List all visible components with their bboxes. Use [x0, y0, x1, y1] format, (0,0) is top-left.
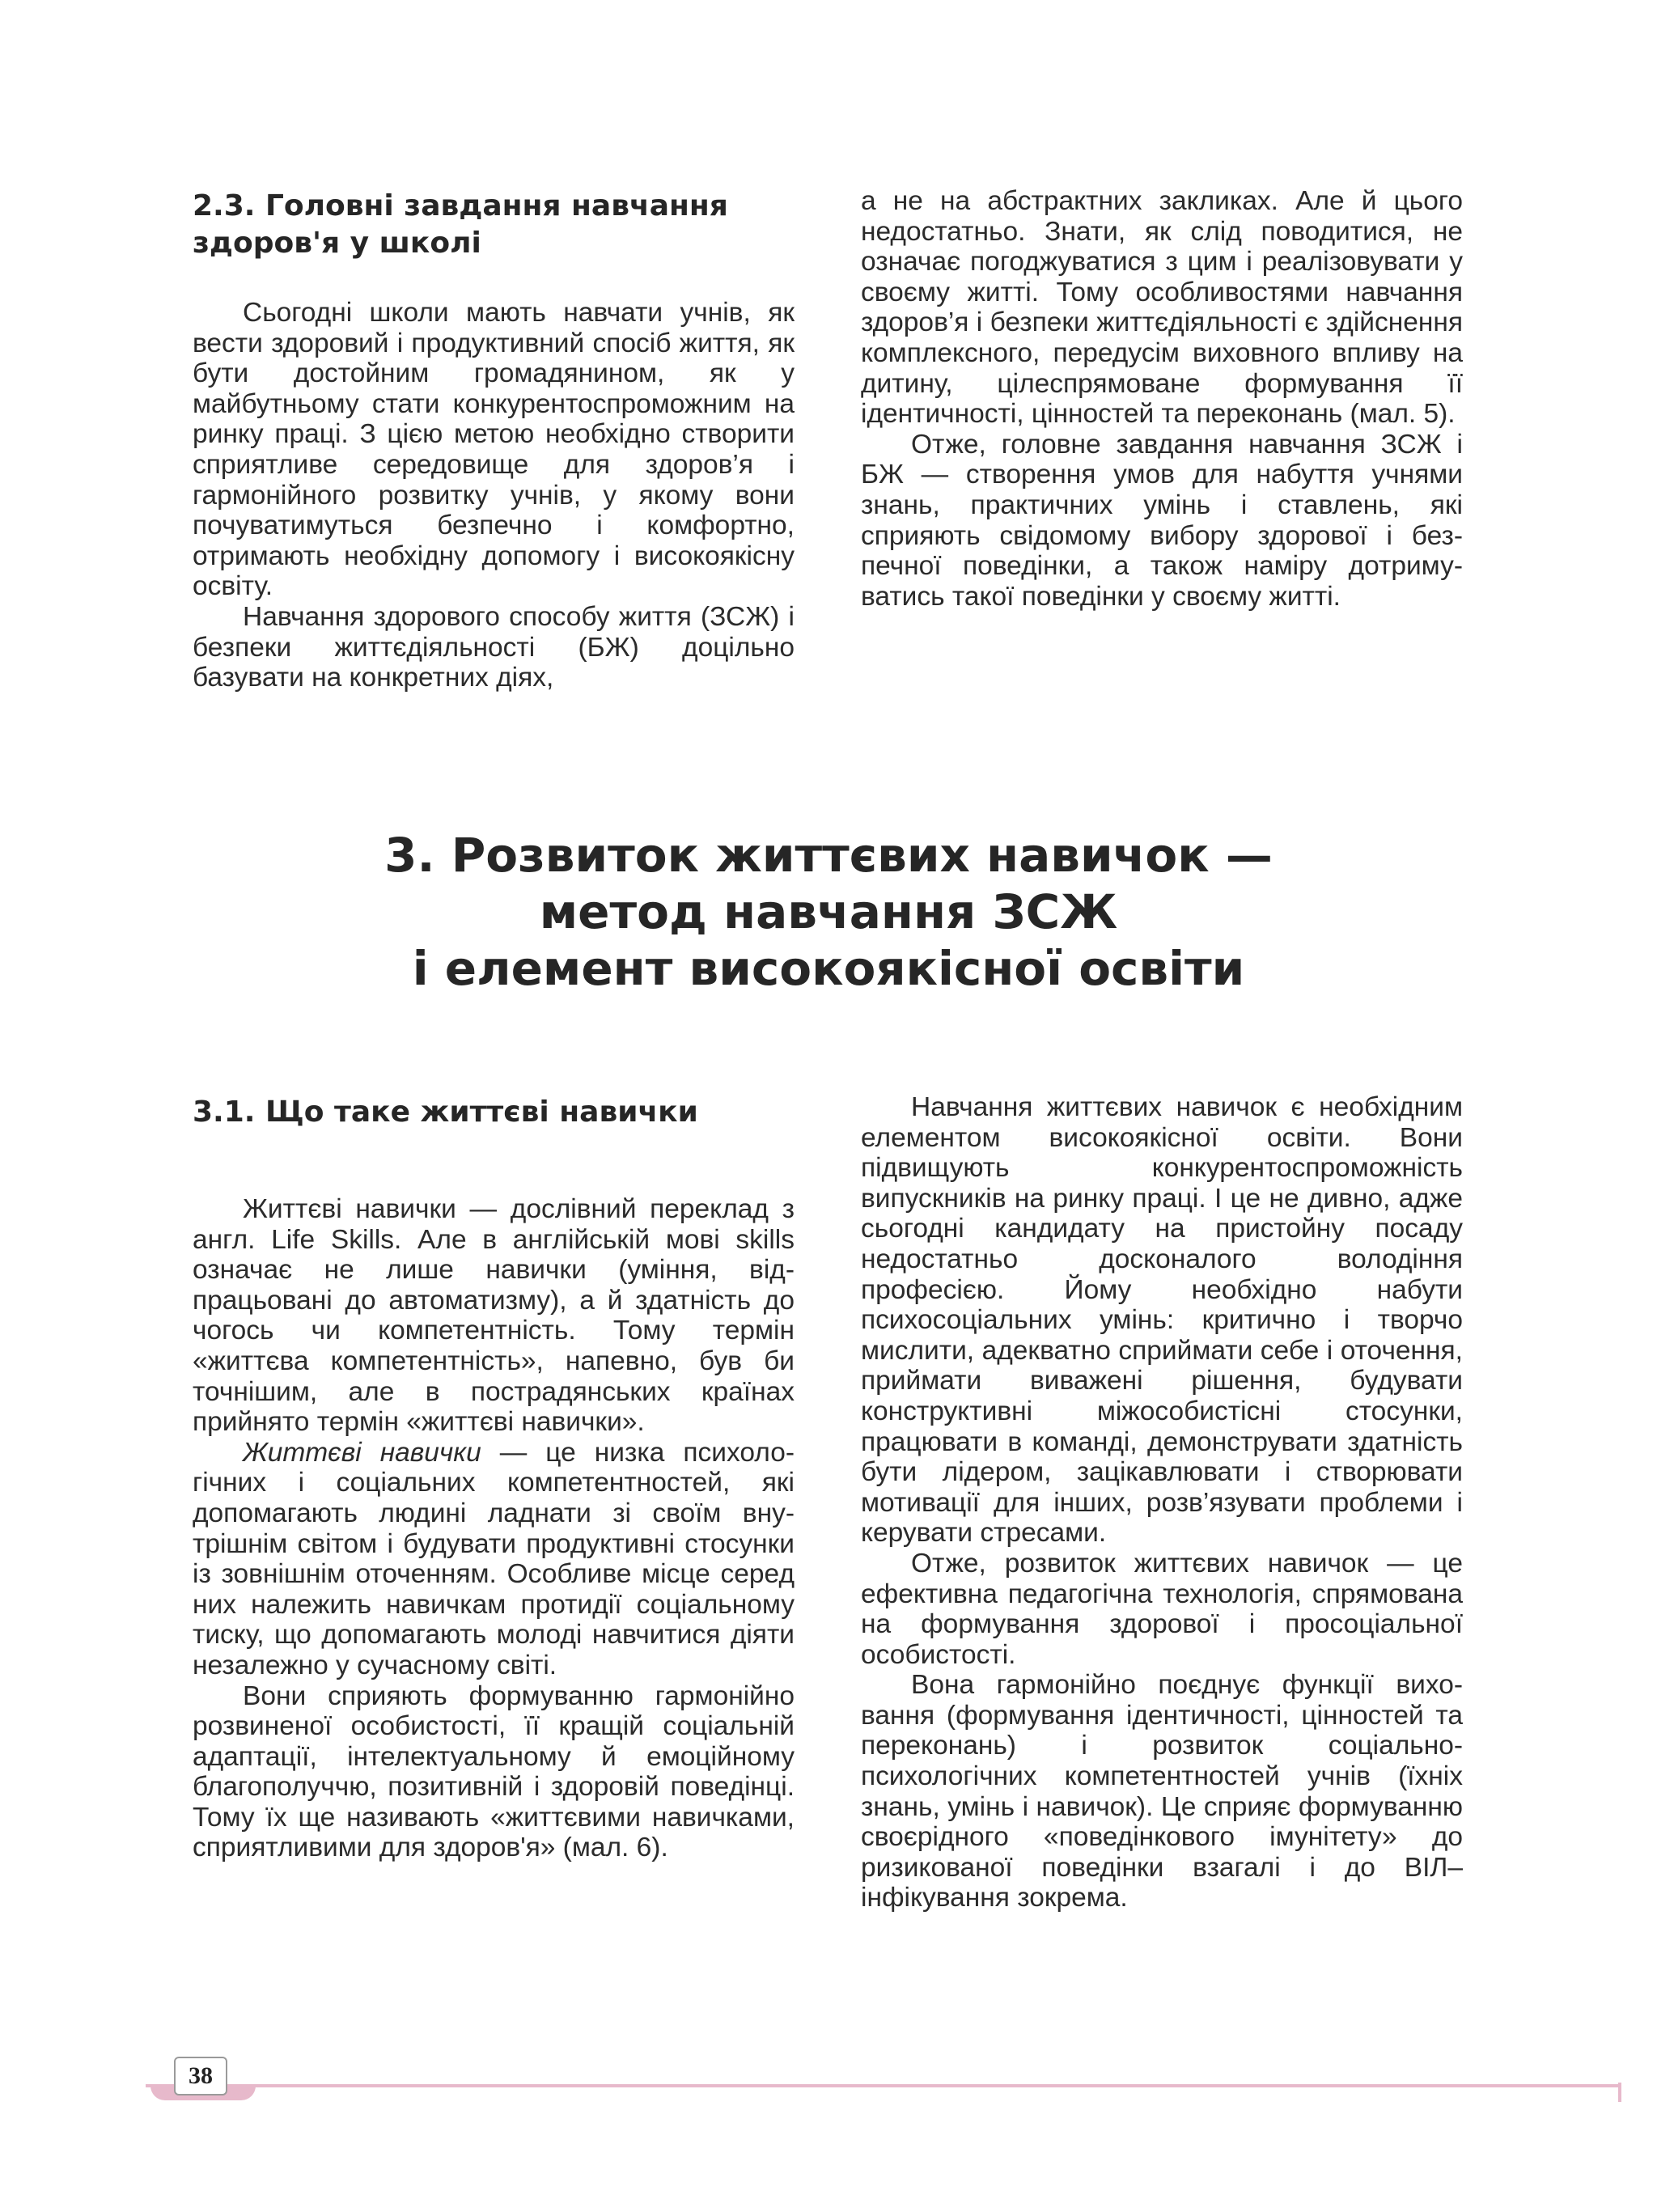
- section-3-1-paragraph-4: Навчання життєвих навичок є необхідним елементом високоякісної освіти. Вони підвищують конкурентоспроможність випускників на ринку праці. І це не дивно, адже сьогодні кандидату на пристойну посаду недостатньо досконалого володіння професією. Йому необхідно набути психосоціальних умінь: критично і творчо мислити, адекватно сприймати себе і оточення, приймати виважені рішення, будувати конструктивні міжособистісні стосунки, працювати в команді, демонструвати здатність бути лідером, зацікавлювати і створювати мотивації для інших, розв’язувати проблеми і керувати стресами.: [861, 1092, 1463, 1549]
- chapter-3-title-line-1: 3. Розвиток життєвих навичок —: [384, 828, 1273, 883]
- section-2-3-heading: 2.3. Головні завдання навчання здоров'я у школі: [193, 189, 728, 260]
- footer-rule: [146, 2084, 1618, 2087]
- chapter-3-title: [193, 827, 1464, 997]
- section-2-3-paragraph-1: Сьогодні школи мають навчати учнів, як вести здоровий і продуктивний спосіб життя, як бути достойним громадянином, як у майбутньому стати конкурентоспроможним на ринку праці. З цією метою необхідно створити сприятливе середовище для здоров’я і гармонійного розвитку учнів, у якому вони почуватимуться безпечно і комфортно, отримають необхідну допомогу і високоякісну освіту.: [193, 298, 795, 602]
- section-3-1-right-column: [861, 1092, 1463, 1913]
- definition-text: — це низка психологічних і соціальних компетентностей, які допомагають людині ладнати зі своїм внутрішнім світом і будувати продуктивні стосунки із зовнішнім оточенням. Особливе місце серед них належить навичкам протидії соціальному тиску, що допомагають молоді навчитися діяти незалежно у сучасному світі.: [193, 1437, 795, 1680]
- section-2-3-paragraph-3: а не на абстрактних закликах. Але й цього недостатньо. Знати, як слід поводитися, не означає погоджуватися з цим і реалізовувати у своєму житті. Тому особливостями навчання здоров’я і безпеки життєдіяльності є здійснення комплексного, передусім виховного впливу на дитину, цілеспрямоване формування її ідентичності, цінностей та переконань (мал. 5).: [861, 186, 1463, 430]
- definition-term: Життєві навички: [243, 1437, 481, 1468]
- section-3-1-paragraph-6: Вона гармонійно поєднує функції виховання (формування ідентичності, цінностей та переконань) і розвиток соціально-психологічних компетентностей учнів (їхніх знань, умінь і навичок). Це сприяє формуванню своєрідного «поведінкового імунітету» до ризикованої поведінки взагалі і до ВІЛ–інфікування зокрема.: [861, 1670, 1463, 1913]
- section-3-1-definition-paragraph: [193, 1438, 795, 1681]
- section-2-3-paragraph-4: Отже, головне завдання навчання ЗСЖ і БЖ — створення умов для набуття учнями знань, практичних умінь і ставлень, які сприяють свідомому вибору здорової і безпечної поведінки, а також наміру дотримуватись такої поведінки у своєму житті.: [861, 429, 1463, 612]
- section-3-1-paragraph-1: Життєві навички — дослівний переклад з англ. Life Skills. Але в англійській мові skills означає не лише навички (уміння, відпрацьовані до автоматизму), а й здатність до чогось чи компетентність. Тому термін «життєва компетентність», напевно, був би точнішим, але в пострадянських країнах прийнято термін «життєві навички».: [193, 1194, 795, 1438]
- section-2-3-right-column: [861, 186, 1463, 612]
- section-2-3-left-column: [193, 188, 795, 693]
- section-3-1-heading: 3.1. Що таке життєві навички: [193, 1095, 698, 1129]
- section-2-3-paragraph-2: Навчання здорового способу життя (ЗСЖ) і безпеки життєдіяльності (БЖ) доцільно базувати на конкретних діях,: [193, 601, 795, 693]
- chapter-3-title-line-2: метод навчання ЗСЖ: [539, 884, 1118, 939]
- chapter-3-title-line-3: і елемент високоякісної освіти: [412, 941, 1245, 996]
- section-3-1-paragraph-5: Отже, розвиток життєвих навичок — це ефективна педагогічна технологія, спрямована на формування здорової і просоціальної особистості.: [861, 1548, 1463, 1670]
- section-3-1-left-column: [193, 1094, 795, 1863]
- footer-edge-mark: [1618, 2083, 1621, 2102]
- page-number: 38: [174, 2057, 227, 2095]
- section-3-1-paragraph-3: Вони сприяють формуванню гармонійно розвиненої особистості, її кращій соціальній адаптації, інтелектуальному й емоційному благополуччю, позитивній і здоровій поведінці. Тому їх ще називають «життєвими навичками, сприятливими для здоров'я» (мал. 6).: [193, 1680, 795, 1863]
